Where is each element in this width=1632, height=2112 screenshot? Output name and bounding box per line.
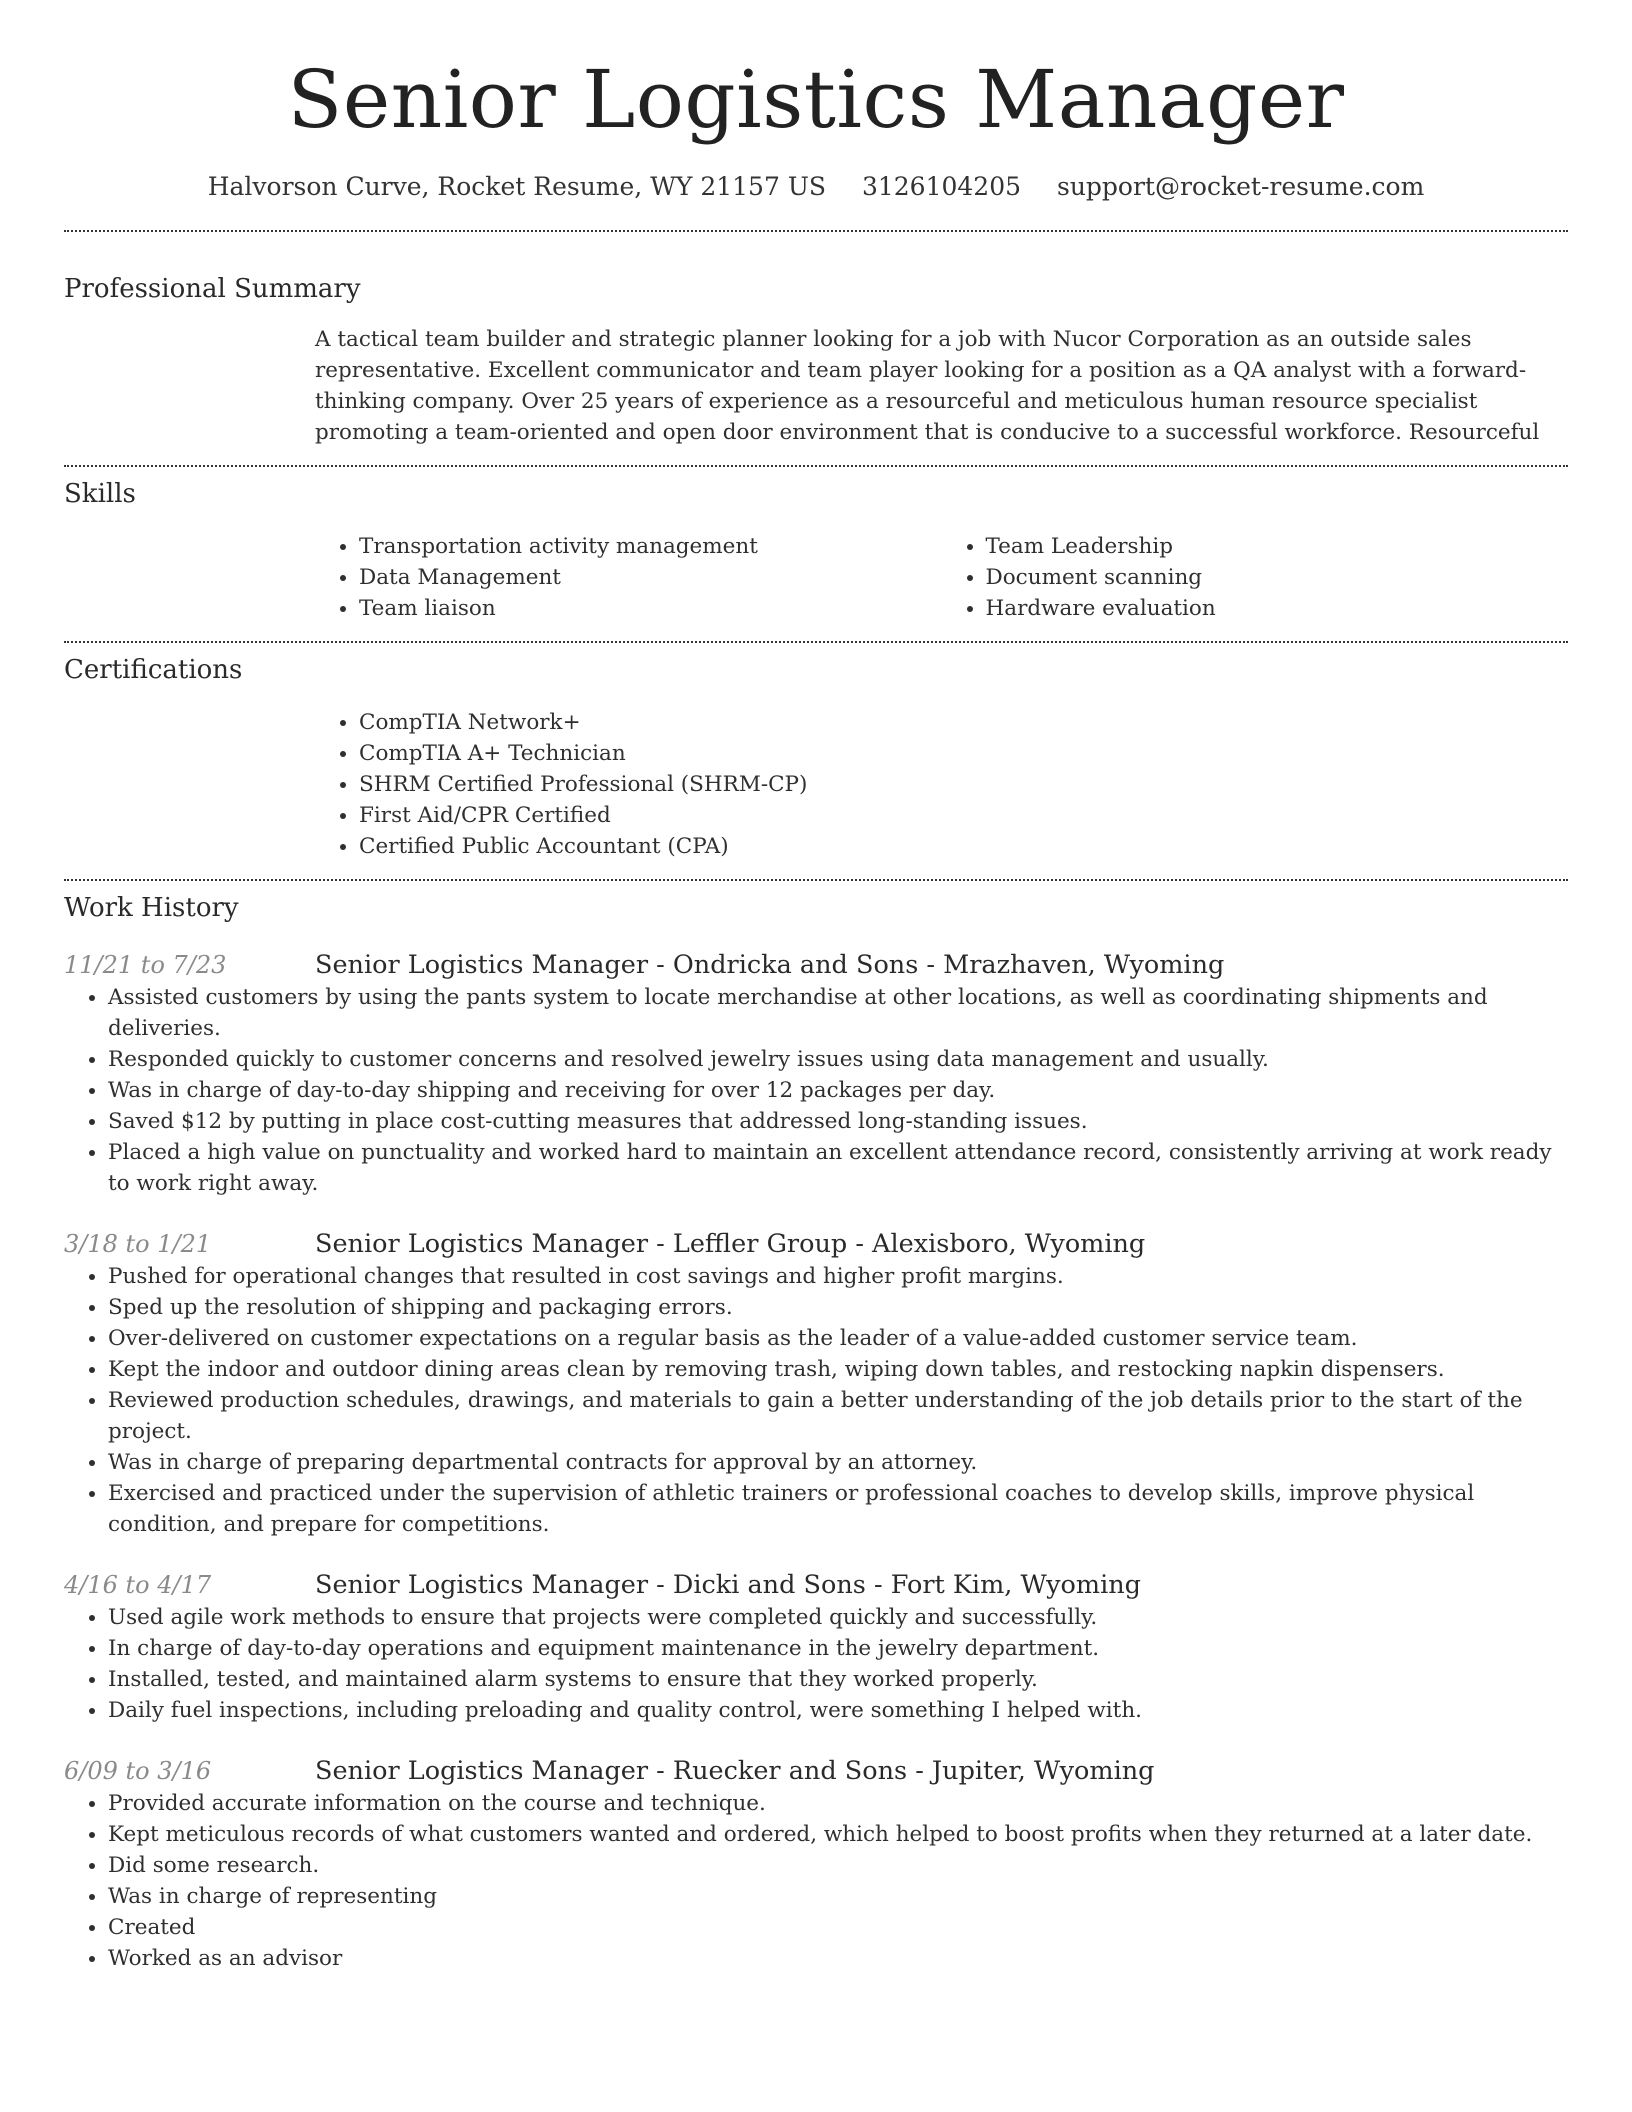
job-dates: 6/09 to 3/16 [64,1757,212,1785]
skill-item: • Team Leadership [986,531,1569,562]
job-bullet: • Over-delivered on customer expectations on a regular basis as the leader of a value-added customer service team. [108,1323,1568,1354]
job-bullets [64,1602,1568,1726]
job-bullets [64,1261,1568,1540]
certifications-title: Certifications [64,655,243,685]
job-bullet: • Sped up the resolution of shipping and packaging errors. [108,1292,1568,1323]
job-dates: 11/21 to 7/23 [64,951,227,979]
job-bullet: • Was in charge of day-to-day shipping and receiving for over 12 packages per day. [108,1075,1568,1106]
skill-item: • Hardware evaluation [986,593,1569,624]
certification-item: • CompTIA Network+ [359,707,1568,738]
skill-item: • Document scanning [986,562,1569,593]
job-entry [64,948,1568,1199]
job-title: Senior Logistics Manager - Ondricka and Sons - Mrazhaven, Wyoming [315,950,1225,980]
job-dates: 3/18 to 1/21 [64,1230,212,1258]
contact-phone: 3126104205 [861,172,1022,201]
divider [64,465,1568,467]
certification-item: • Certified Public Accountant (CPA) [359,831,1568,862]
job-entry [64,1568,1568,1726]
certification-item: • CompTIA A+ Technician [359,738,1568,769]
job-entry [64,1754,1568,1974]
skill-item: • Transportation activity management [359,531,942,562]
divider [64,641,1568,643]
summary-title: Professional Summary [64,274,361,304]
job-bullet: • Exercised and practiced under the supervision of athletic trainers or professional coaches to develop skills, improve physical condition, and prepare for competitions. [108,1478,1568,1540]
job-title: Senior Logistics Manager - Ruecker and Sons - Jupiter, Wyoming [315,1756,1155,1786]
job-bullet: • Provided accurate information on the course and technique. [108,1788,1568,1819]
job-bullet: • Pushed for operational changes that resulted in cost savings and higher profit margins. [108,1261,1568,1292]
job-title: Senior Logistics Manager - Dicki and Sons - Fort Kim, Wyoming [315,1570,1141,1600]
job-bullet: • Did some research. [108,1850,1568,1881]
contact-email: support@rocket-resume.com [1056,172,1425,201]
job-bullets [64,982,1568,1199]
divider [64,230,1568,232]
resume-name: Senior Logistics Manager [287,53,1345,146]
work-history-section [64,891,1568,1974]
job-bullet: • Used agile work methods to ensure that projects were completed quickly and successfully. [108,1602,1568,1633]
job-bullet: • Created [108,1912,1568,1943]
skills-list-right [942,531,1569,624]
job-bullet: • Installed, tested, and maintained alarm systems to ensure that they worked properly. [108,1664,1568,1695]
certifications-section [64,653,1568,862]
job-bullet: • Reviewed production schedules, drawings, and materials to gain a better understanding of the job details prior to the start of the project. [108,1385,1568,1447]
job-bullet: • Responded quickly to customer concerns and resolved jewelry issues using data management and usually. [108,1044,1568,1075]
job-bullet: • In charge of day-to-day operations and equipment maintenance in the jewelry department. [108,1633,1568,1664]
job-bullets [64,1788,1568,1974]
job-bullet: • Saved $12 by putting in place cost-cutting measures that addressed long-standing issues. [108,1106,1568,1137]
skills-list-left [315,531,942,624]
job-bullet: • Was in charge of preparing departmental contracts for approval by an attorney. [108,1447,1568,1478]
skill-item: • Data Management [359,562,942,593]
job-title: Senior Logistics Manager - Leffler Group - Alexisboro, Wyoming [315,1229,1146,1259]
job-bullet: • Was in charge of representing [108,1881,1568,1912]
job-bullet: • Worked as an advisor [108,1943,1568,1974]
certification-item: • First Aid/CPR Certified [359,800,1568,831]
divider [64,879,1568,881]
job-dates: 4/16 to 4/17 [64,1571,212,1599]
job-bullet: • Daily fuel inspections, including preloading and quality control, were something I helped with. [108,1695,1568,1726]
contact-address: Halvorson Curve, Rocket Resume, WY 21157 US [207,172,827,201]
job-bullet: • Placed a high value on punctuality and worked hard to maintain an excellent attendance record, consistently arriving at work ready to work right away. [108,1137,1568,1199]
job-bullet: • Kept the indoor and outdoor dining areas clean by removing trash, wiping down tables, and restocking napkin dispensers. [108,1354,1568,1385]
certifications-list [315,707,1568,862]
job-entry [64,1227,1568,1540]
job-bullet: • Assisted customers by using the pants system to locate merchandise at other locations, as well as coordinating shipments and deliveries. [108,982,1568,1044]
summary-text: A tactical team builder and strategic planner looking for a job with Nucor Corporation as an outside sales representative. Excellent communicator and team player looking for a position as a QA analyst with a forward-thinking company. Over 25 years of experience as a resourceful and meticulous human resource specialist promoting a team-oriented and open door environment that is conducive to a successful workforce. Resourceful [315,327,1540,445]
job-bullet: • Kept meticulous records of what customers wanted and ordered, which helped to boost profits when they returned at a later date. [108,1819,1568,1850]
contact-line [64,170,1568,204]
work-history-title: Work History [64,893,239,923]
resume-page [64,0,1568,1974]
summary-section [64,272,1568,448]
skill-item: • Team liaison [359,593,942,624]
certification-item: • SHRM Certified Professional (SHRM-CP) [359,769,1568,800]
skills-title: Skills [64,479,136,509]
skills-section [64,477,1568,624]
